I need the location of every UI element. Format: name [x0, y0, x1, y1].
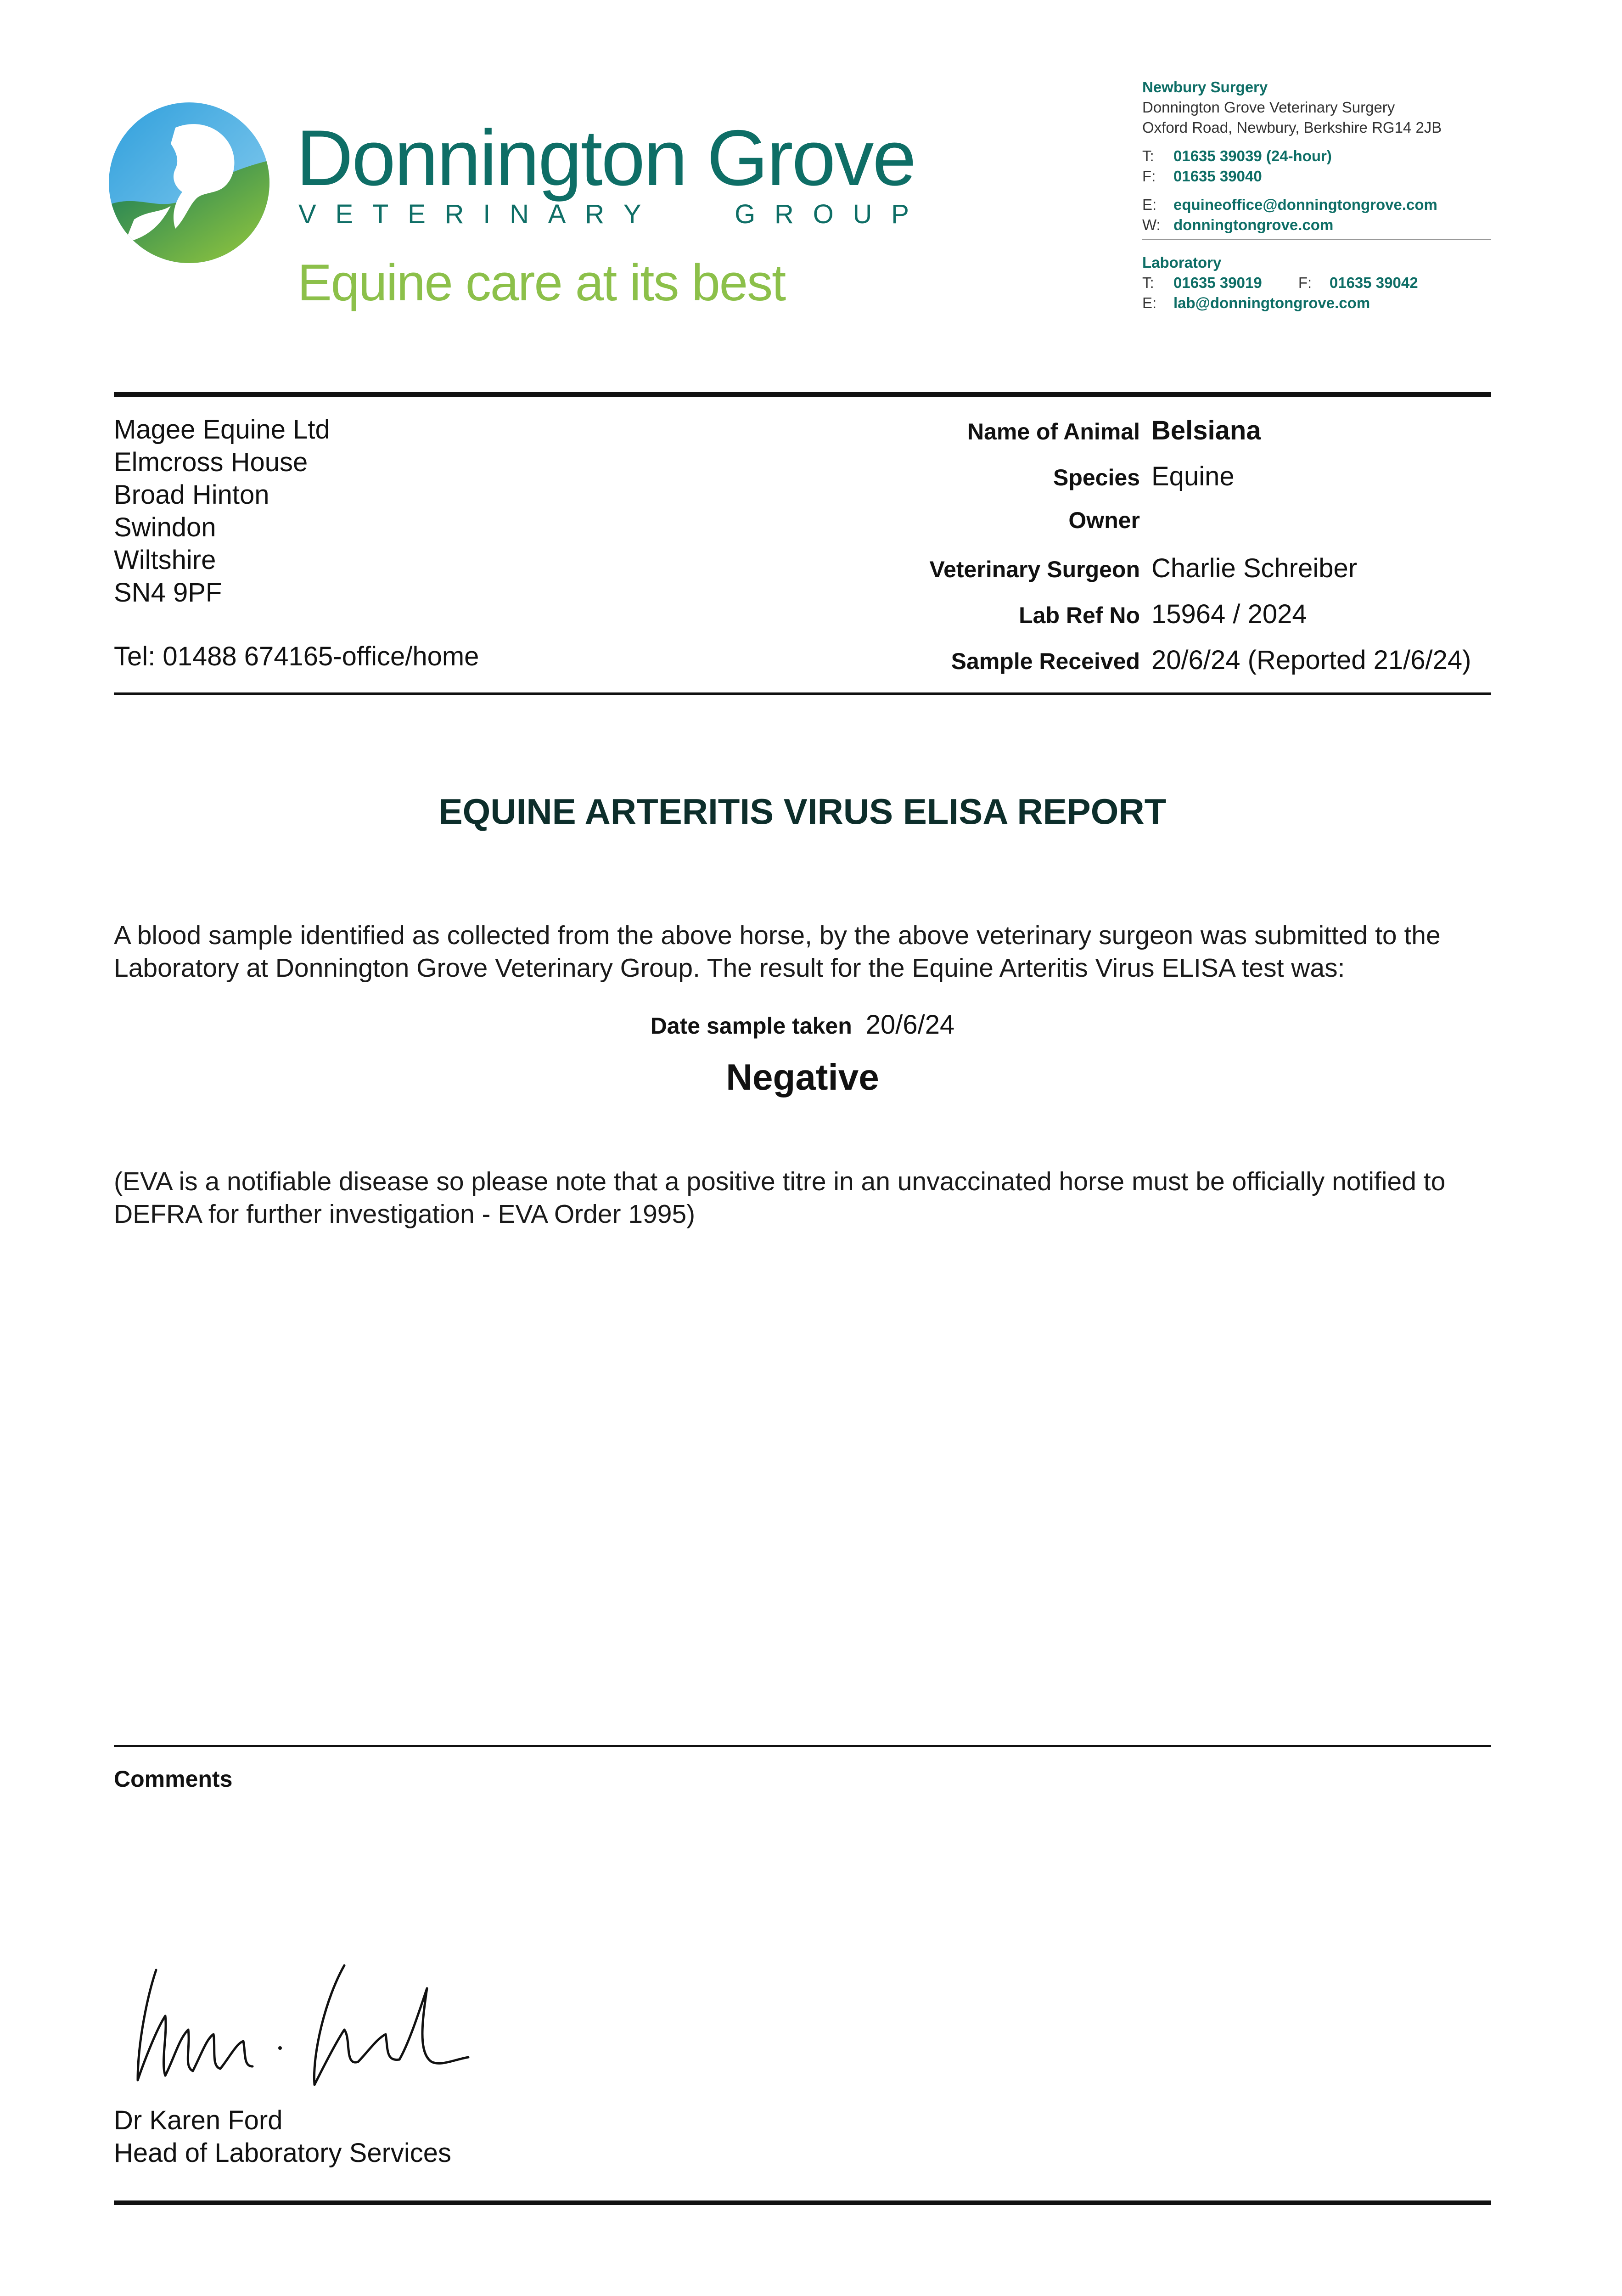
vet-surgeon-label: Veterinary Surgeon [929, 557, 1140, 582]
lab-ref-value: 15964 / 2024 [1151, 599, 1307, 629]
lab-phone-label: T: [1142, 274, 1154, 291]
lab-fax-label: F: [1298, 274, 1312, 291]
brand-subtitle-letter: P [891, 199, 909, 229]
brand-subtitle-letter: O [813, 199, 834, 229]
newbury-contact-block [1142, 77, 1442, 235]
laboratory-heading: Laboratory [1142, 254, 1222, 271]
signature-image [129, 1961, 487, 2099]
horse-logo-icon [107, 100, 272, 265]
brand-subtitle [298, 201, 909, 228]
newbury-heading: Newbury Surgery [1142, 79, 1268, 96]
sample-received-row [735, 645, 1492, 691]
newbury-website-link: donningtongrove.com [1173, 216, 1334, 233]
sample-received-label: Sample Received [951, 648, 1140, 674]
client-address: Magee Equine Ltd Elmcross House Broad Hinton Swindon Wiltshire SN4 9PF [114, 415, 330, 608]
date-sample-taken-label: Date sample taken [650, 1013, 852, 1039]
species-label: Species [1053, 465, 1140, 490]
report-intro: A blood sample identified as collected from the above horse, by the above veterinary surgeon was submitted to the Laboratory at Donnington Grove Veterinary Group. The result for the Equine Arteritis Virus ELISA test was: [114, 921, 1441, 983]
brand-name: Donnington Grove [296, 114, 915, 202]
brand-subtitle-letter: E [408, 199, 426, 229]
brand-subtitle-letter: Y [623, 199, 641, 229]
lab-email-link: lab@donningtongrove.com [1173, 294, 1370, 311]
brand-subtitle-letter: R [585, 199, 605, 229]
newbury-phone: 01635 39039 (24-hour) [1173, 147, 1332, 164]
owner-row [735, 507, 1492, 553]
brand-subtitle-letter: N [510, 199, 529, 229]
newbury-fax: 01635 39040 [1173, 168, 1262, 185]
newbury-web-label: W: [1142, 216, 1161, 233]
brand-subtitle-letter: E [335, 199, 354, 229]
brand-subtitle-letter: R [774, 199, 794, 229]
client-telephone: Tel: 01488 674165-office/home [114, 642, 479, 671]
details-rule [114, 692, 1491, 695]
date-sample-taken [0, 1009, 1605, 1040]
animal-name-value: Belsiana [1151, 416, 1261, 445]
brand-subtitle-letter: I [483, 199, 491, 229]
species-row [735, 461, 1492, 507]
animal-details [735, 415, 1492, 691]
lab-fax: 01635 39042 [1329, 274, 1418, 291]
lab-ref-row [735, 599, 1492, 645]
brand-subtitle-letter: R [444, 199, 464, 229]
footer-rule [114, 2200, 1491, 2205]
newbury-email-link: equineoffice@donningtongrove.com [1173, 196, 1437, 213]
sample-received-value: 20/6/24 (Reported 21/6/24) [1151, 645, 1471, 675]
signatory-name: Dr Karen Ford [114, 2105, 283, 2135]
brand-subtitle-gap [660, 201, 715, 228]
animal-name-label: Name of Animal [967, 419, 1140, 445]
newbury-address-line2: Oxford Road, Newbury, Berkshire RG14 2JB [1142, 119, 1442, 136]
animal-name-row [735, 415, 1492, 461]
date-sample-taken-value: 20/6/24 [865, 1010, 955, 1040]
brand-subtitle-letter: G [735, 199, 756, 229]
brand-subtitle-letter: V [298, 199, 316, 229]
brand-subtitle-letter: T [372, 199, 389, 229]
brand-subtitle-letter: U [853, 199, 872, 229]
comments-label: Comments [114, 1766, 233, 1792]
laboratory-contact-block [1142, 253, 1418, 313]
owner-label: Owner [1068, 507, 1140, 533]
comments-rule [114, 1745, 1491, 1747]
lab-email-label: E: [1142, 294, 1157, 311]
lab-ref-label: Lab Ref No [1019, 602, 1140, 628]
eva-notice: (EVA is a notifiable disease so please note that a positive titre in an unvaccinated horse must be officially notified to DEFRA for further investigation - EVA Order 1995) [114, 1167, 1446, 1229]
header-rule [114, 392, 1491, 397]
test-result: Negative [726, 1057, 879, 1097]
brand-subtitle-letter: A [548, 199, 566, 229]
contact-divider [1142, 239, 1491, 240]
newbury-address-line1: Donnington Grove Veterinary Surgery [1142, 99, 1395, 116]
lab-phone: 01635 39019 [1173, 274, 1262, 291]
report-title: EQUINE ARTERITIS VIRUS ELISA REPORT [438, 791, 1167, 832]
species-value: Equine [1151, 461, 1235, 491]
vet-surgeon-value: Charlie Schreiber [1151, 553, 1358, 583]
signatory-block [114, 2104, 451, 2169]
newbury-email-label: E: [1142, 196, 1157, 213]
newbury-phone-label: T: [1142, 147, 1154, 164]
signatory-title: Head of Laboratory Services [114, 2138, 452, 2168]
brand-tagline: Equine care at its best [297, 254, 786, 311]
newbury-fax-label: F: [1142, 168, 1156, 185]
vet-surgeon-row [735, 553, 1492, 599]
